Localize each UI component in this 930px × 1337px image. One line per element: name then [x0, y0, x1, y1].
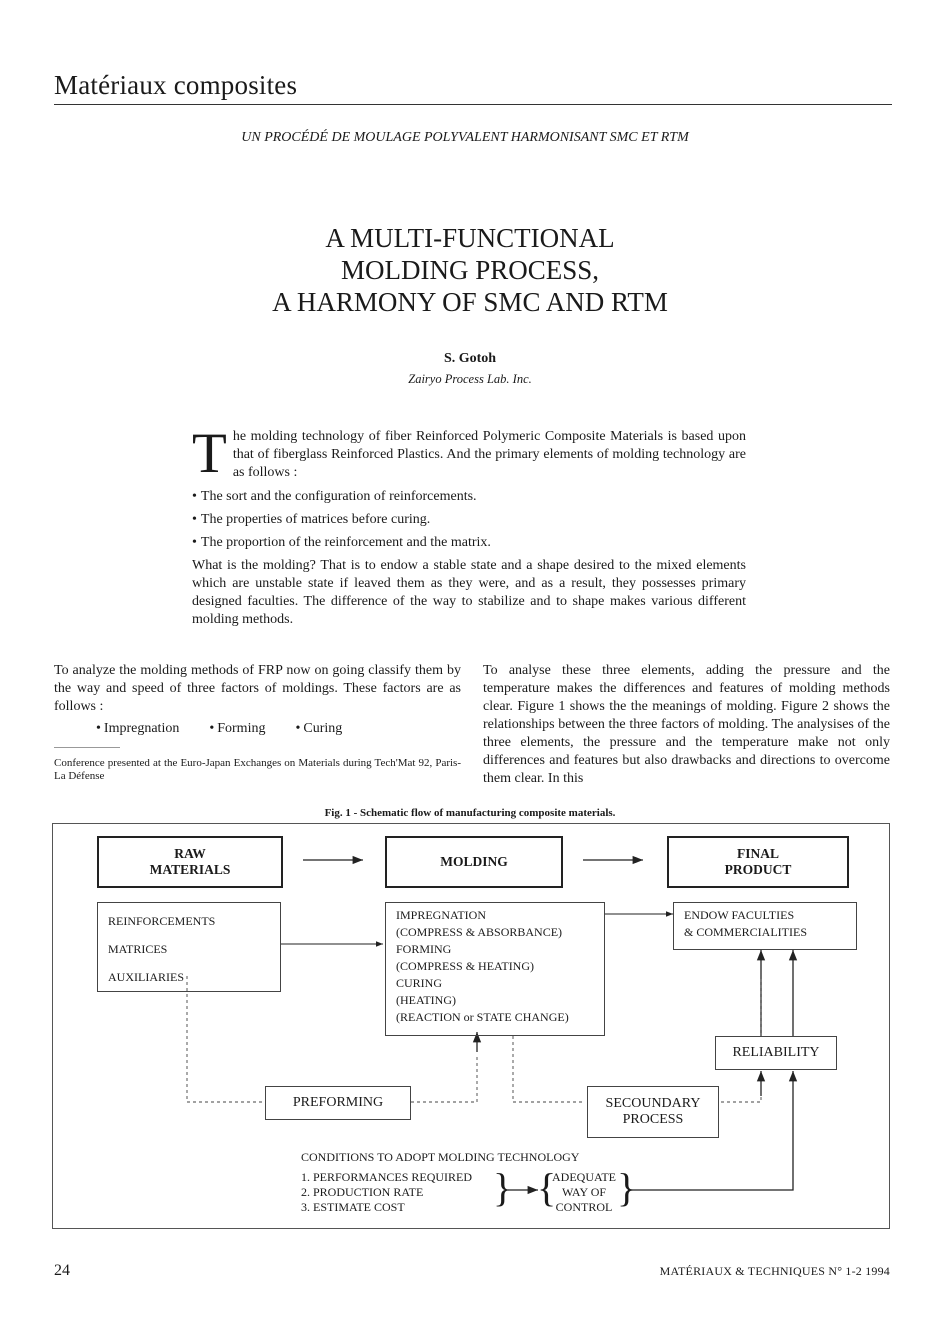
control-item: ADEQUATE	[552, 1170, 616, 1184]
right-column: To analyse these three elements, adding the pressure and the temperature makes the differences and features of molding methods clear. Figure 1 shows the the meanings of molding. Figure 2 shows the relationships between the three factors of molding. The analysises of the three elements, the pressure and the temperature make not only differences and features but also drawbacks and directions to overcome them clear. In this	[483, 663, 890, 786]
journal-info: MATÉRIAUX & TECHNIQUES N° 1-2 1994	[659, 1264, 890, 1278]
molding-label: MOLDING	[440, 854, 508, 869]
raw-materials-label: RAW	[174, 846, 206, 861]
footnote-rule	[54, 747, 120, 748]
factor-list	[54, 720, 461, 738]
output-item: & COMMERCIALITIES	[684, 925, 807, 939]
reliability-box	[715, 1036, 837, 1070]
factor-item: • Forming	[209, 720, 265, 738]
process-step: (REACTION or STATE CHANGE)	[396, 1010, 569, 1024]
condition-item: 3. ESTIMATE COST	[301, 1200, 405, 1214]
intro-paragraph: What is the molding? That is to endow a stable state and a shape desired to the mixed elements which are unstable state if leaved them as they were, and as a result, they possesses primary designed faculties. The difference of the way to stabilize and to shape makes various different molding methods.	[192, 558, 746, 627]
footnote: Conference presented at the Euro-Japan Exchanges on Materials during Tech'Mat 92, Paris-La Défense	[54, 757, 461, 782]
list-item: • The proportion of the reinforcement and the matrix.	[192, 534, 746, 552]
final-product-label: FINAL	[736, 846, 779, 861]
affiliation: Zairyo Process Lab. Inc.	[408, 372, 532, 386]
conditions-list	[301, 1170, 472, 1215]
drop-cap: T	[192, 422, 227, 485]
process-step: IMPREGNATION	[396, 908, 486, 922]
introduction	[192, 422, 746, 629]
figure-caption: Fig. 1 - Schematic flow of manufacturing composite materials.	[324, 807, 616, 819]
secondary-process-box	[587, 1086, 719, 1138]
element-list	[192, 488, 746, 552]
reliability-label: RELIABILITY	[732, 1045, 820, 1060]
factor-item: • Curing	[295, 720, 342, 738]
raw-materials-box	[97, 836, 283, 888]
conditions-brace: }	[493, 1165, 513, 1210]
preforming-box	[265, 1086, 411, 1120]
path-secondary-to-reliability	[721, 1096, 761, 1102]
process-step: (COMPRESS & HEATING)	[396, 959, 535, 973]
input-item: REINFORCEMENTS	[108, 914, 216, 928]
factor-item: • Impregnation	[96, 720, 179, 738]
header-rule	[54, 104, 892, 105]
inputs-box	[97, 902, 281, 992]
path-preforming-to-process	[411, 1054, 477, 1102]
title-line: A MULTI-FUNCTIONAL	[325, 223, 615, 253]
condition-item: 2. PRODUCTION RATE	[301, 1185, 424, 1199]
control-item: WAY OF	[561, 1185, 607, 1199]
secondary-process-label: SECOUNDARY	[605, 1096, 701, 1111]
control-brace-left: {	[537, 1165, 557, 1210]
conditions-title: CONDITIONS TO ADOPT MOLDING TECHNOLOGY	[301, 1150, 580, 1164]
control-brace-right: }	[617, 1165, 637, 1210]
author: S. Gotoh	[443, 351, 497, 366]
condition-item: 1. PERFORMANCES REQUIRED	[301, 1170, 473, 1184]
figure-frame	[52, 823, 890, 1229]
process-step: (HEATING)	[396, 993, 456, 1007]
control-label	[548, 1170, 620, 1215]
page-number: 24	[54, 1262, 70, 1279]
process-step: CURING	[396, 976, 443, 990]
path-process-to-secondary	[513, 1036, 583, 1102]
list-item: • The sort and the configuration of reinforcements.	[192, 488, 746, 506]
list-item: • The properties of matrices before curing.	[192, 511, 746, 529]
process-step: FORMING	[396, 942, 452, 956]
outputs-box	[673, 902, 857, 950]
final-product-box	[667, 836, 849, 888]
intro-first-paragraph	[192, 422, 746, 485]
control-item: CONTROL	[555, 1200, 613, 1214]
raw-materials-label: MATERIALS	[149, 862, 231, 877]
title-line: A HARMONY OF SMC AND RTM	[272, 287, 668, 317]
french-subtitle: UN PROCÉDÉ DE MOULAGE POLYVALENT HARMONISANT SMC ET RTM	[241, 130, 689, 145]
process-steps-box	[385, 902, 605, 1036]
path-inputs-to-preforming	[187, 976, 263, 1102]
input-item: MATRICES	[108, 942, 168, 956]
article-title	[0, 222, 930, 318]
output-item: ENDOW FACULTIES	[684, 908, 795, 922]
final-product-label: PRODUCT	[724, 862, 792, 877]
section-title: Matériaux composites	[54, 70, 298, 100]
molding-box	[385, 836, 563, 888]
input-item: AUXILIARIES	[108, 970, 184, 984]
secondary-process-label: PROCESS	[622, 1112, 684, 1127]
process-step: (COMPRESS & ABSORBANCE)	[396, 925, 563, 939]
left-column-text: To analyze the molding methods of FRP now on going classify them by the way and speed of three factors of moldings. These factors are as follows :	[54, 663, 461, 714]
intro-text: he molding technology of fiber Reinforced Polymeric Composite Materials is based upon that of fiberglass Reinforced Plastics. And the primary elements of molding technology are as follows :	[232, 429, 746, 480]
title-line: MOLDING PROCESS,	[340, 255, 600, 285]
preforming-label: PREFORMING	[292, 1095, 384, 1110]
left-column	[54, 662, 461, 783]
